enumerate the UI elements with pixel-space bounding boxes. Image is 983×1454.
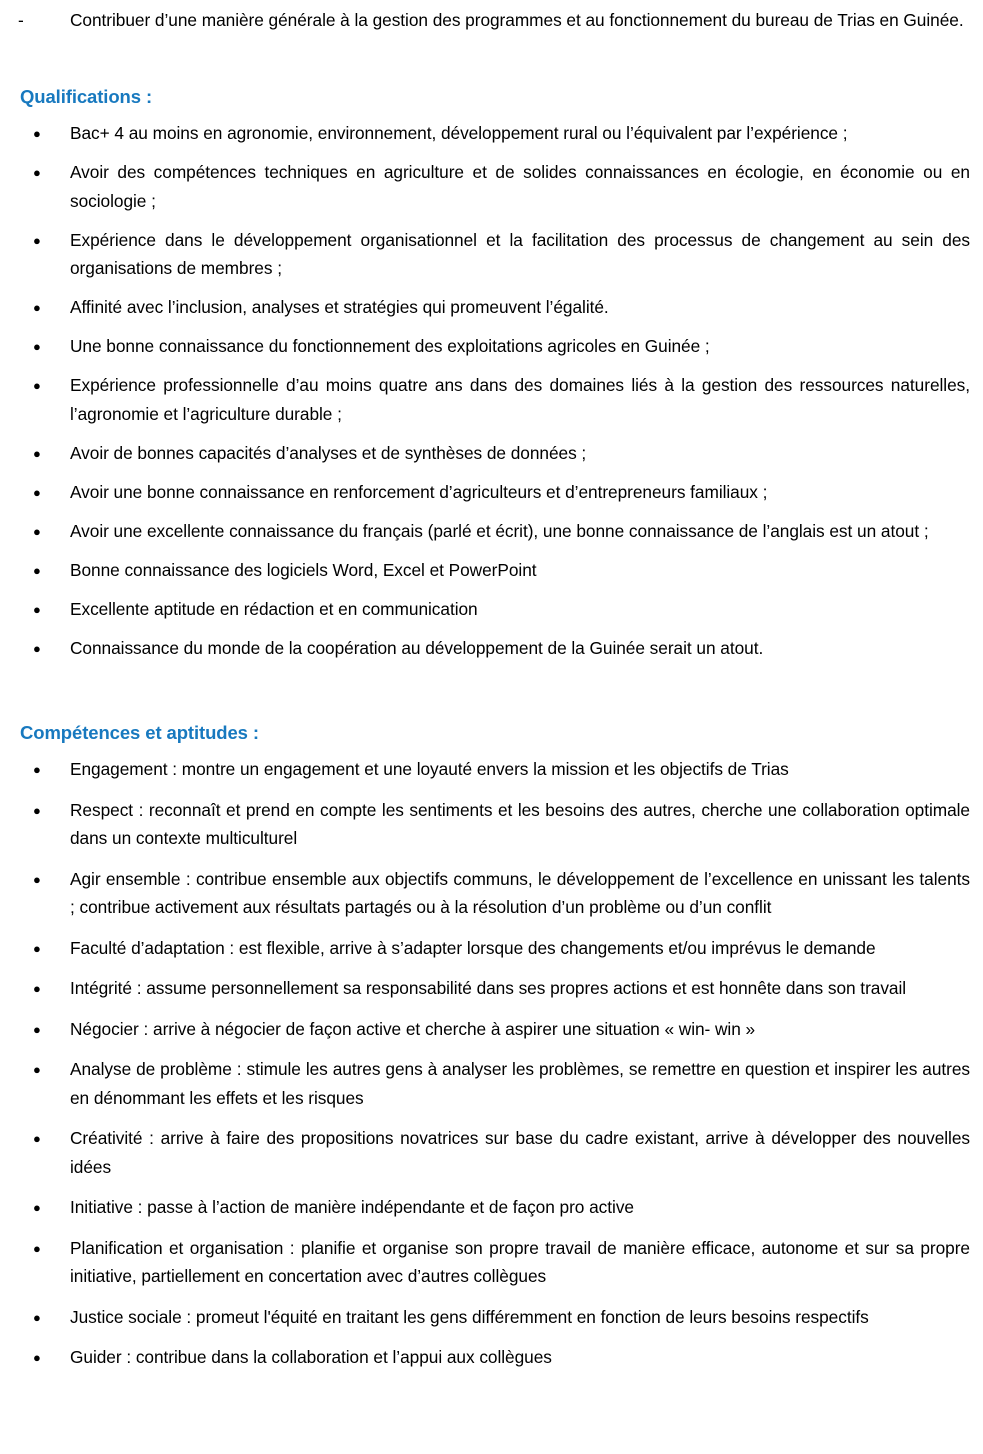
qualification-item-text: Expérience dans le développement organisationnel et la facilitation des processus de changement au sein des organisations de membres ; (70, 229, 970, 278)
qualification-item (13, 226, 970, 283)
competence-item (13, 1193, 970, 1222)
spacer (13, 36, 970, 84)
bullet-marker: ● (33, 1200, 41, 1215)
qualification-item (13, 332, 970, 361)
competence-item (13, 974, 970, 1003)
competence-item (13, 934, 970, 963)
qualification-item (13, 634, 970, 663)
qualification-item (13, 119, 970, 148)
competence-item-text: Agir ensemble : contribue ensemble aux objectifs communs, le développement de l’excellence en unissant les talents ; contribue activement aux résultats partagés ou à la résolution d’un problème ou d’un conflit (70, 868, 970, 917)
qualification-item-text: Expérience professionnelle d’au moins quatre ans dans des domaines liés à la gestion des ressources naturelles, l’agronomie et l’agriculture durable ; (70, 375, 970, 424)
qualification-item (13, 556, 970, 585)
competence-item-text: Faculté d’adaptation : est flexible, arrive à s’adapter lorsque des changements et/ou imprévus le demande (70, 937, 876, 958)
qualification-item (13, 517, 970, 546)
bullet-marker: ● (33, 981, 41, 996)
bullet-marker: ● (33, 378, 41, 393)
bullet-marker: ● (33, 1021, 41, 1037)
qualification-item (13, 293, 970, 322)
intro-dash-list (13, 6, 970, 34)
bullet-marker: ● (33, 445, 41, 461)
qualification-item-text: Affinité avec l’inclusion, analyses et stratégies qui promeuvent l’égalité. (70, 297, 609, 317)
qualification-item-text: Excellente aptitude en rédaction et en communication (70, 598, 478, 619)
competence-item-text: Initiative : passe à l’action de manière indépendante et de façon pro active (70, 1197, 634, 1217)
bullet-marker: ● (33, 484, 41, 500)
competence-item-text: Guider : contribue dans la collaboration et l’appui aux collègues (70, 1347, 552, 1367)
bullet-marker: ● (33, 1131, 41, 1146)
competence-item-text: Respect : reconnaît et prend en compte les sentiments et les besoins des autres, cherche une collaboration optimale dans un contexte multiculturel (70, 799, 970, 848)
qualification-item (13, 439, 970, 468)
competence-item (13, 865, 970, 922)
competence-item-text: Planification et organisation : planifie et organise son propre travail de manière efficace, autonome et sur sa propre initiative, partiellement en concertation avec d’autres collègues (70, 1237, 970, 1286)
bullet-marker: ● (33, 1309, 41, 1325)
competence-item (13, 1124, 970, 1181)
bullet-marker: ● (33, 1240, 41, 1256)
bullet-marker: ● (33, 940, 41, 956)
competence-item-text: Négocier : arrive à négocier de façon active et cherche à aspirer une situation « win- win » (70, 1018, 756, 1039)
competence-item (13, 1303, 970, 1332)
intro-list-item-text: Contribuer d’une manière générale à la gestion des programmes et au fonctionnement du bureau de Trias en Guinée. (70, 10, 964, 30)
competence-item (13, 1234, 970, 1291)
dash-marker: - (18, 10, 24, 30)
competence-item (13, 1055, 970, 1112)
competence-item-text: Engagement : montre un engagement et une loyauté envers la mission et les objectifs de Trias (70, 759, 789, 779)
competence-item-text: Analyse de problème : stimule les autres gens à analyser les problèmes, se remettre en question et inspirer les autres en dénommant les effets et les risques (70, 1059, 970, 1108)
competences-heading: Compétences et aptitudes : (20, 722, 259, 743)
spacer (13, 662, 970, 720)
bullet-marker: ● (33, 1350, 41, 1365)
bullet-marker: ● (33, 339, 41, 354)
bullet-marker: ● (33, 165, 41, 180)
bullet-marker: ● (33, 640, 41, 656)
qualification-item-text: Avoir des compétences techniques en agriculture et de solides connaissances en écologie, en économie ou en sociologie ; (70, 162, 970, 211)
bullet-marker: ● (33, 762, 41, 777)
bullet-marker: ● (33, 562, 41, 578)
bullet-marker: ● (33, 232, 41, 248)
intro-list-item (13, 6, 970, 34)
spacer (13, 110, 970, 119)
competence-item (13, 755, 970, 784)
bullet-marker: ● (33, 126, 41, 141)
competence-item (13, 1015, 970, 1044)
qualification-item-text: Bonne connaissance des logiciels Word, Excel et PowerPoint (70, 559, 537, 580)
bullet-marker: ● (33, 802, 41, 818)
qualification-item-text: Connaissance du monde de la coopération au développement de la Guinée serait un atout. (70, 637, 764, 658)
spacer (13, 746, 970, 755)
competence-item-text: Créativité : arrive à faire des propositions novatrices sur base du cadre existant, arrive à développer des nouvelles idées (70, 1128, 970, 1177)
bullet-marker: ● (33, 300, 41, 315)
qualification-item-text: Bac+ 4 au moins en agronomie, environnement, développement rural ou l’équivalent par l’expérience ; (70, 123, 848, 143)
competences-bullet-list (13, 755, 970, 1372)
qualification-item-text: Une bonne connaissance du fonctionnement des exploitations agricoles en Guinée ; (70, 336, 710, 356)
competence-item-text: Intégrité : assume personnellement sa responsabilité dans ses propres actions et est honnête dans son travail (70, 978, 907, 998)
bullet-marker: ● (33, 1062, 41, 1077)
qualification-item (13, 158, 970, 215)
qualification-item-text: Avoir une excellente connaissance du français (parlé et écrit), une bonne connaissance de l’anglais est un atout ; (70, 520, 929, 541)
bullet-marker: ● (33, 871, 41, 887)
bullet-marker: ● (33, 601, 41, 617)
competence-item (13, 796, 970, 853)
qualification-item-text: Avoir de bonnes capacités d’analyses et de synthèses de données ; (70, 442, 587, 463)
qualification-item (13, 371, 970, 428)
qualification-item-text: Avoir une bonne connaissance en renforcement d’agriculteurs et d’entrepreneurs familiaux ; (70, 481, 768, 502)
qualification-item (13, 595, 970, 624)
qualifications-bullet-list (13, 119, 970, 662)
qualifications-heading: Qualifications : (20, 86, 153, 107)
qualification-item (13, 478, 970, 507)
competence-item (13, 1343, 970, 1372)
bullet-marker: ● (33, 523, 41, 539)
competence-item-text: Justice sociale : promeut l'équité en traitant les gens différemment en fonction de leurs besoins respectifs (70, 1306, 869, 1327)
